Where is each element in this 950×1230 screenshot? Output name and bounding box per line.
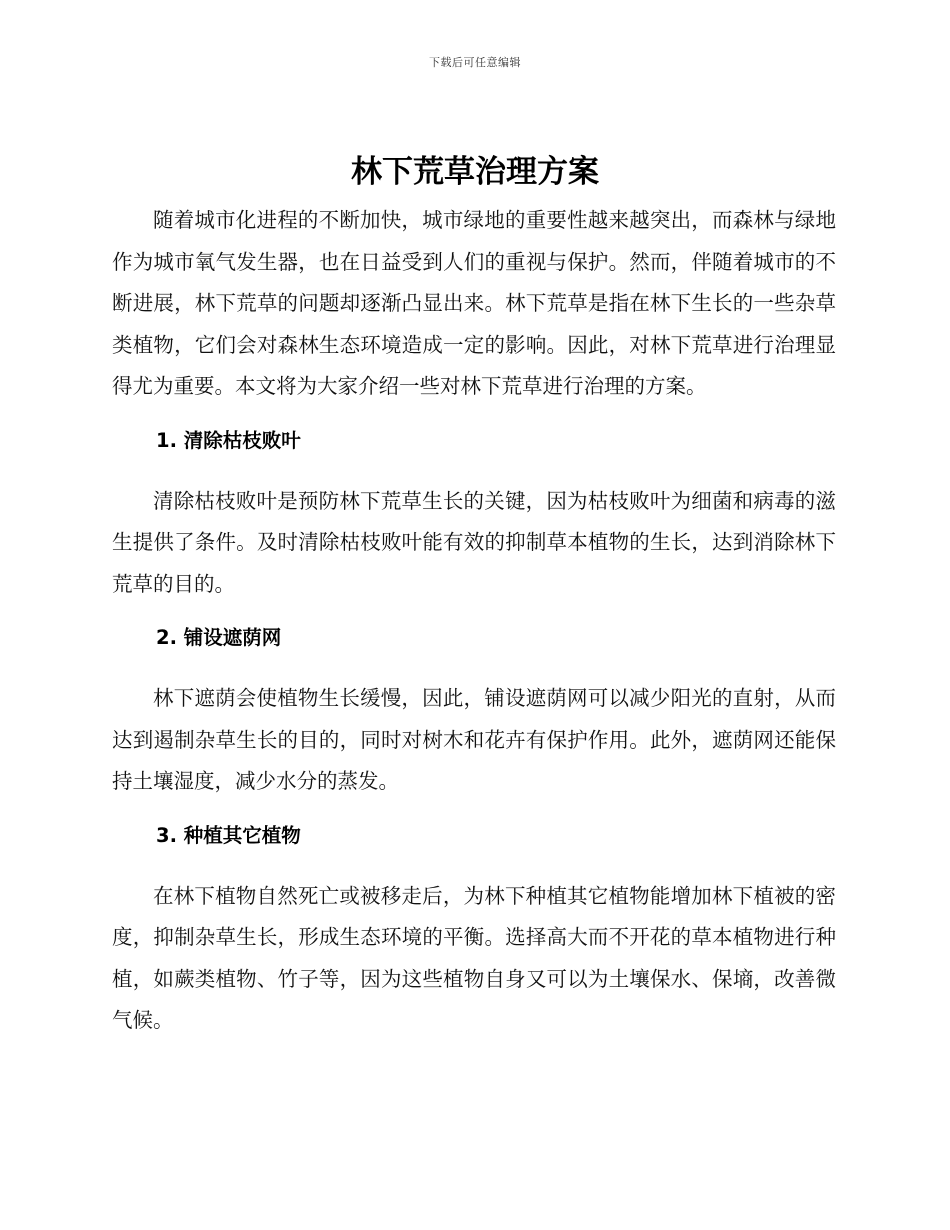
section-paragraph-1: 清除枯枝败叶是预防林下荒草生长的关键，因为枯枝败叶为细菌和病毒的滋生提供了条件。及时清除枯枝败叶能有效的抑制草本植物的生长，达到消除林下荒草的目的。 [112, 488, 836, 596]
document-body [112, 200, 836, 1042]
section-heading-2: 2. 铺设遮荫网 [156, 626, 282, 649]
section-paragraph-3: 在林下植物自然死亡或被移走后，为林下种植其它植物能增加林下植被的密度，抑制杂草生长，形成生态环境的平衡。选择高大而不开花的草本植物进行种植，如蕨类植物、竹子等，因为这些植物自身又可以为土壤保水、保墒，改善微气候。 [112, 883, 836, 1032]
section-heading-1: 1. 清除枯枝败叶 [156, 428, 301, 452]
document-title: 林下荒草治理方案 [351, 154, 599, 190]
page-header: 下载后可任意编辑 [429, 56, 521, 69]
section-paragraph-2: 林下遮荫会使植物生长缓慢，因此，铺设遮荫网可以减少阳光的直射，从而达到遏制杂草生长的目的，同时对树木和花卉有保护作用。此外，遮荫网还能保持土壤湿度，减少水分的蒸发。 [112, 686, 836, 793]
section-heading-3: 3. 种植其它植物 [156, 823, 301, 847]
intro-paragraph: 随着城市化进程的不断加快，城市绿地的重要性越来越突出，而森林与绿地作为城市氧气发生器，也在日益受到人们的重视与保护。然而，伴随着城市的不断进展，林下荒草的问题却逐渐凸显出来。林下荒草是指在林下生长的一些杂草类植物，它们会对森林生态环境造成一定的影响。因此，对林下荒草进行治理显得尤为重要。本文将为大家介绍一些对林下荒草进行治理的方案。 [112, 208, 836, 398]
